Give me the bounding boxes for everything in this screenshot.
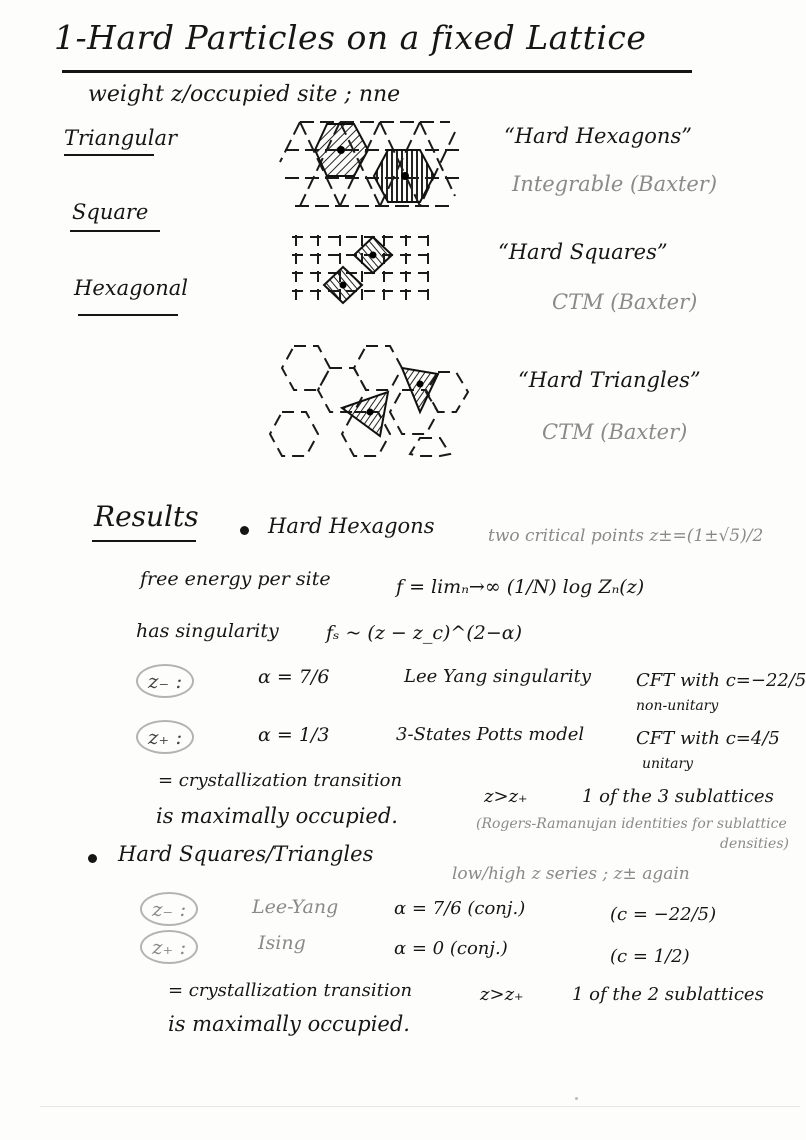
- cft-z-minus-note: non-unitary: [636, 698, 719, 714]
- bullet-hexagons: [240, 526, 249, 535]
- point-z-plus-2: [140, 930, 198, 964]
- point-z-plus-label: z₊ :: [136, 720, 194, 754]
- cft-z-plus-note: unitary: [642, 756, 694, 772]
- model-hard-triangles: “Hard Triangles”: [518, 368, 701, 392]
- underline-hexagonal: [78, 314, 178, 316]
- series-note: low/high z series ; z± again: [452, 864, 690, 884]
- free-energy-label: free energy per site: [140, 568, 331, 590]
- rogers-ramanujan-note: (Rogers-Ramanujan identities for sublattice: [476, 816, 787, 832]
- hexagonal-lattice-figure: [270, 340, 480, 458]
- underline-triangular: [64, 154, 154, 156]
- point-z-minus-2: [140, 892, 198, 926]
- model-z-plus: 3-States Potts model: [396, 724, 585, 745]
- alpha-ising: α = 0 (conj.): [394, 938, 508, 959]
- critical-points-note: two critical points z±=(1±√5)/2: [488, 526, 764, 546]
- note-triangles: CTM (Baxter): [542, 420, 688, 444]
- page-title: 1-Hard Particles on a fixed Lattice: [54, 18, 647, 57]
- site-dot-f: [367, 409, 374, 416]
- alpha-lee-yang: α = 7/6 (conj.): [394, 898, 526, 919]
- label-triangular: Triangular: [64, 126, 178, 150]
- point-z-plus-2-label: z₊ :: [140, 930, 198, 964]
- occupied-triangle-b: [342, 392, 388, 436]
- results-heading: Results: [94, 500, 199, 533]
- cft-z-plus: CFT with c=4/5: [636, 728, 780, 749]
- site-dot-a: [337, 146, 345, 154]
- label-hexagonal: Hexagonal: [74, 276, 188, 300]
- point-z-minus: [136, 664, 194, 698]
- square-lattice-figure: [290, 233, 440, 305]
- alpha-z-minus: α = 7/6: [258, 666, 330, 688]
- site-dot-b: [401, 172, 409, 180]
- underline-square: [70, 230, 160, 232]
- crystal-sq-line1: = crystallization transition: [168, 980, 413, 1001]
- free-energy-formula: f = limₙ→∞ (1/N) log Zₙ(z): [396, 576, 645, 598]
- crystal-sq-line2: is maximally occupied.: [168, 1012, 410, 1036]
- crystal-hex-cond: z>z₊: [484, 786, 528, 807]
- cft-z-minus: CFT with c=−22/5: [636, 670, 806, 691]
- results-underline: [92, 540, 196, 542]
- model-lee-yang: Lee-Yang: [252, 896, 339, 918]
- title-underline: [62, 70, 692, 73]
- singularity-label: has singularity: [136, 620, 279, 642]
- page-bottom-edge: [40, 1106, 800, 1107]
- point-z-minus-2-label: z₋ :: [140, 892, 198, 926]
- singularity-formula: fₛ ~ (z − z_c)^(2−α): [326, 622, 523, 644]
- crystal-sq-sub: 1 of the 2 sublattices: [572, 984, 764, 1005]
- squares-heading: Hard Squares/Triangles: [118, 842, 374, 866]
- model-z-minus: Lee Yang singularity: [404, 666, 591, 687]
- site-dot-c: [370, 252, 377, 259]
- triangular-lattice-figure: [280, 112, 470, 212]
- rogers-ramanujan-note-2: densities): [720, 836, 789, 852]
- model-ising: Ising: [258, 932, 306, 954]
- c-lee-yang: (c = −22/5): [610, 904, 717, 925]
- crystal-hex-sub: 1 of the 3 sublattices: [582, 786, 774, 807]
- point-z-minus-label: z₋ :: [136, 664, 194, 698]
- note-hexagons: Integrable (Baxter): [512, 172, 718, 196]
- crystal-hex-line1: = crystallization transition: [158, 770, 403, 791]
- subtitle: weight z/occupied site ; nne: [88, 82, 401, 107]
- note-squares: CTM (Baxter): [552, 290, 698, 314]
- page-speck: [575, 1097, 578, 1100]
- bullet-squares: [88, 854, 97, 863]
- label-square: Square: [72, 200, 149, 224]
- crystal-sq-cond: z>z₊: [480, 984, 524, 1005]
- c-ising: (c = 1/2): [610, 946, 690, 967]
- point-z-plus: [136, 720, 194, 754]
- hexagons-heading: Hard Hexagons: [268, 514, 435, 538]
- crystal-hex-line2: is maximally occupied.: [156, 804, 398, 828]
- alpha-z-plus: α = 1/3: [258, 724, 330, 746]
- model-hard-hexagons: “Hard Hexagons”: [504, 124, 692, 148]
- site-dot-e: [417, 381, 424, 388]
- model-hard-squares: “Hard Squares”: [498, 240, 668, 264]
- site-dot-d: [340, 282, 347, 289]
